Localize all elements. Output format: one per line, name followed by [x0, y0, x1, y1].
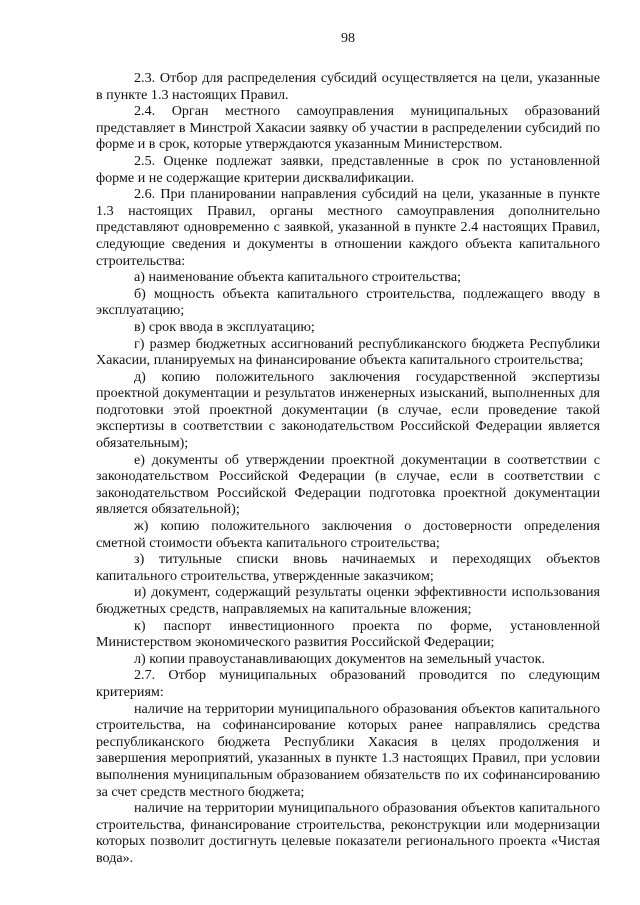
- list-item-zh: ж) копию положительного заключения о достоверности определения сметной стоимости объекта капитального строительства;: [96, 518, 600, 551]
- criterion-1: наличие на территории муниципального образования объектов капитального строительства, на софинансирование которых ранее направлялись средства республиканского бюджета Республики Хакасия в целях продолжения и завершения мероприятий, указанных в пункте 1.3 настоящих Правил, при условии выполнения муниципальным образованием обязательств по их софинансированию за счет средств местного бюджета;: [96, 700, 600, 800]
- page-number: 98: [341, 31, 355, 46]
- paragraph-2-7: 2.7. Отбор муниципальных образований проводится по следующим критериям:: [96, 667, 600, 700]
- list-item-z: з) титульные списки вновь начинаемых и переходящих объектов капитального строительства, утвержденные заказчиком;: [96, 551, 600, 584]
- paragraph-2-3: 2.3. Отбор для распределения субсидий осуществляется на цели, указанные в пункте 1.3 настоящих Правил.: [96, 70, 600, 103]
- list-item-a: а) наименование объекта капитального строительства;: [134, 269, 462, 286]
- criterion-2: наличие на территории муниципального образования объектов капитального строительства, финансирование строительства, реконструкции или модернизации которых позволит достигнуть целевые показатели регионального проекта «Чистая вода».: [96, 800, 600, 866]
- list-item-v: в) срок ввода в эксплуатацию;: [134, 318, 315, 335]
- list-item-k: к) паспорт инвестиционного проекта по форме, установленной Министерством экономического развития Российской Федерации;: [96, 617, 600, 651]
- list-item-i: и) документ, содержащий результаты оценки эффективности использования бюджетных средств, направляемых на капитальные вложения;: [96, 584, 600, 617]
- paragraph-2-6: 2.6. При планировании направления субсидий на цели, указанные в пункте 1.3 настоящих Правил, органы местного самоуправления дополнительно представляют одновременно с заявкой, указанной в пункте 2.4 настоящих Правил, следующие сведения и документы в отношении каждого объекта капитального строительства:: [96, 186, 600, 269]
- list-item-d: д) копию положительного заключения государственной экспертизы проектной документации и результатов инженерных изысканий, выполненных для подготовки этой проектной документации (в случае, если проведение такой экспертизы в соответствии с законодательством Российской Федерации является обязательным);: [96, 368, 600, 452]
- document-page: [96, 30, 600, 867]
- paragraph-2-4: 2.4. Орган местного самоуправления муниципальных образований представляет в Минстрой Хакасии заявку об участии в распределении субсидий по форме и в срок, которые утверждаются указанным Министерством.: [96, 103, 600, 153]
- list-item-l: л) копии правоустанавливающих документов на земельный участок.: [134, 650, 545, 667]
- list-item-b: б) мощность объекта капитального строительства, подлежащего вводу в эксплуатацию;: [96, 285, 600, 319]
- list-item-g: г) размер бюджетных ассигнований республиканского бюджета Республики Хакасии, планируемых на финансирование объекта капитального строительства;: [96, 335, 600, 369]
- list-item-e: е) документы об утверждении проектной документации в соответствии с законодательством Российской Федерации (в случае, если в соответствии с законодательством Российской Федерации подготовка проектной документации является обязательной);: [96, 451, 600, 518]
- paragraph-2-5: 2.5. Оценке подлежат заявки, представленные в срок по установленной форме и не содержащие критерии дисквалификации.: [96, 152, 600, 186]
